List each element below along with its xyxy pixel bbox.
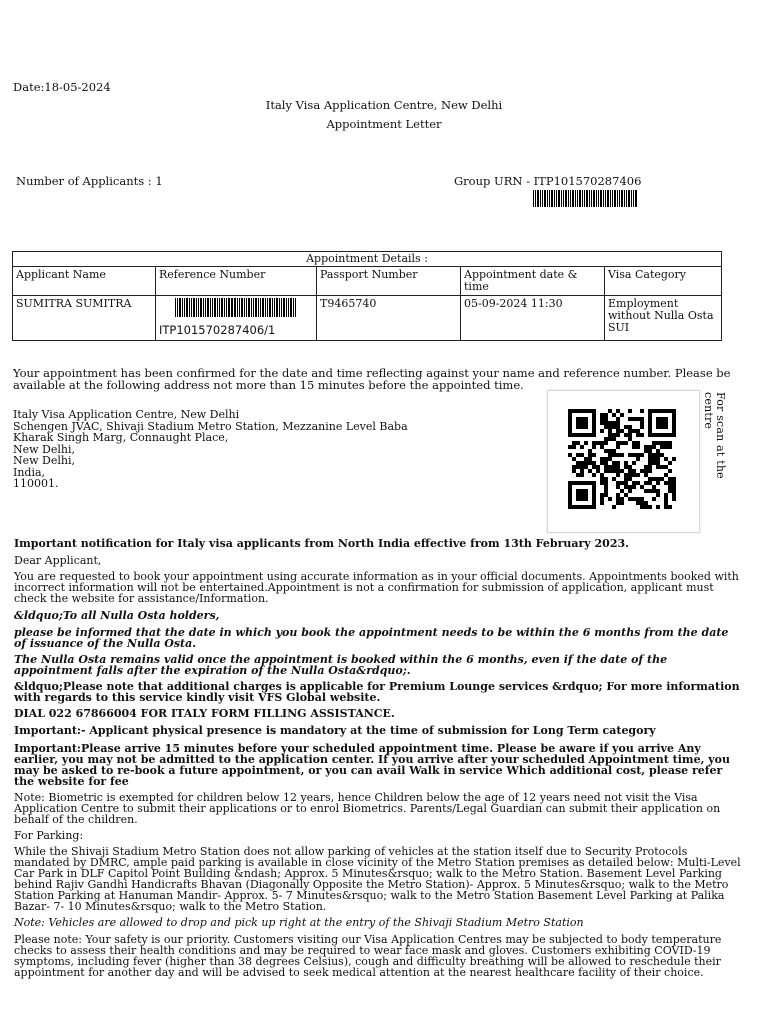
form-filling-helpline: DIAL 022 67866004 FOR ITALY FORM FILLING ASSISTANCE. <box>14 706 395 720</box>
appointment-datetime: 05-09-2024 11:30 <box>461 296 605 341</box>
greeting: Dear Applicant, <box>14 553 102 567</box>
safety-note: Please note: Your safety is our priority. Customers visiting our Visa Application Centres may be subjected to body temperature checks to assess their health conditions and may be required to wear face mask and gloves. Customers exhibiting COVID-19 symptoms, including fever (higher than 38 degrees Celsius), cough and difficulty breathing will be allowed to reschedule their appointment for another day and will be advised to seek medical attention at the nearest healthcare facility of their choice. <box>14 932 722 979</box>
address-line: 110001. <box>13 477 59 490</box>
nulla-osta-heading: &ldquo;To all Nulla Osta holders, <box>14 609 220 622</box>
passport-number: T9465740 <box>317 296 461 341</box>
address-line: Italy Visa Application Centre, New Delhi <box>13 408 240 421</box>
reference-cell <box>156 296 317 341</box>
centre-address <box>13 409 408 490</box>
confirmation-text: Your appointment has been confirmed for the date and time reflecting against your name and reference number. Please be available at the following address not more than 15 minutes before the appointed time. <box>13 366 731 392</box>
table-row <box>13 296 722 341</box>
qr-code <box>568 409 676 509</box>
address-line: New Delhi, <box>13 454 75 467</box>
nulla-osta-validity: The Nulla Osta remains valid once the appointment is booked within the 6 months, even if the date of the appointment falls after the expiration of the Nulla Osta&rdquo;. <box>14 652 668 677</box>
address-line: India, <box>13 465 46 479</box>
premium-lounge-notice: &ldquo;Please note that additional charges is applicable for Premium Lounge services &rdquo; For more information with regards to this service kindly visit VFS Global website. <box>14 679 740 704</box>
visa-category: Employment without Nulla Osta SUI <box>605 296 722 341</box>
header-appointment-datetime: Appointment date & time <box>461 267 605 296</box>
address-line: New Delhi, <box>13 442 75 456</box>
address-line: Schengen JVAC, Shivaji Stadium Metro Station, Mezzanine Level Baba <box>13 419 408 433</box>
letter-date: Date:18-05-2024 <box>13 80 111 94</box>
notice-heading: Important notification for Italy visa applicants from North India effective from 13th February 2023. <box>14 537 629 550</box>
nulla-osta-validity-window: please be informed that the date in which you book the appointment needs to be within the 6 months from the date of issuance of the Nulla Osta. <box>14 625 729 650</box>
reference-number: ITP101570287406/1 <box>159 323 276 337</box>
letter-title: Appointment Letter <box>326 117 442 131</box>
centre-name: Italy Visa Application Centre, New Delhi <box>265 98 503 112</box>
address-line: Kharak Singh Marg, Connaught Place, <box>13 431 229 444</box>
arrival-time-notice: Important:Please arrive 15 minutes before your scheduled appointment time. Please be aware if you arrive Any earlier, you may not be admitted to the application center. If you arrive after your scheduled Appointment time, you may be asked to re-book a future appointment, or you can avail Walk in service Which additional cost, please refer the website for fee <box>14 741 730 788</box>
accuracy-notice: You are requested to book your appointment using accurate information as in your official documents. Appointments booked with incorrect information will not be entertained.Appointment is not a confirmation for submission of application, applicant must check the website for assistance/Information. <box>14 570 739 605</box>
biometric-note: Note: Biometric is exempted for children below 12 years, hence Children below the age of 12 years need not visit the Visa Application Centre to submit their applications or to enrol Biometrics. Parents/Legal Guardian can submit their application on behalf of the children. <box>14 790 721 826</box>
table-header-row <box>13 267 722 296</box>
header-reference-number: Reference Number <box>156 267 317 296</box>
physical-presence-notice: Important:- Applicant physical presence is mandatory at the time of submission for Long Term category <box>14 724 656 737</box>
qr-code-panel <box>547 390 700 533</box>
appointment-details-table <box>12 251 722 341</box>
applicant-name: SUMITRA SUMITRA <box>13 296 156 341</box>
reference-barcode <box>175 298 297 317</box>
header-applicant-name: Applicant Name <box>13 267 156 296</box>
group-urn: Group URN - ITP101570287406 <box>454 174 642 188</box>
parking-label: For Parking: <box>14 828 84 842</box>
group-urn-barcode <box>533 190 638 207</box>
notice-section <box>14 538 742 978</box>
parking-details: While the Shivaji Stadium Metro Station does not allow parking of vehicles at the station itself due to Security Protocols mandated by DMRC, ample paid parking is available in close vicinity of the Metro Station premises as detailed below: Multi-Level Car Park in DLF Capitol Point Building &ndash; Approx. 5 Minutes&rsquo; walk to the Metro Station. Basement Level Parking behind Rajiv Gandhi Handicrafts Bhavan (Diagonally Opposite the Metro Station)- Approx. 5 Minutes&rsquo; walk to the Metro Station Parking at Hanuman Mandir- Approx. 5- 7 Minutes&rsquo; walk to the Metro Station Basement Level Parking at Palika Bazar- 7- 10 Minutes&rsquo; walk to the Metro Station. <box>14 845 741 913</box>
header-passport-number: Passport Number <box>317 267 461 296</box>
qr-caption: For scan at the centre <box>702 392 727 479</box>
table-caption: Appointment Details : <box>13 252 722 267</box>
applicant-count: Number of Applicants : 1 <box>16 174 163 188</box>
vehicle-drop-note: Note: Vehicles are allowed to drop and pick up right at the entry of the Shivaji Stadium Metro Station <box>14 916 584 929</box>
header-visa-category: Visa Category <box>605 267 722 296</box>
